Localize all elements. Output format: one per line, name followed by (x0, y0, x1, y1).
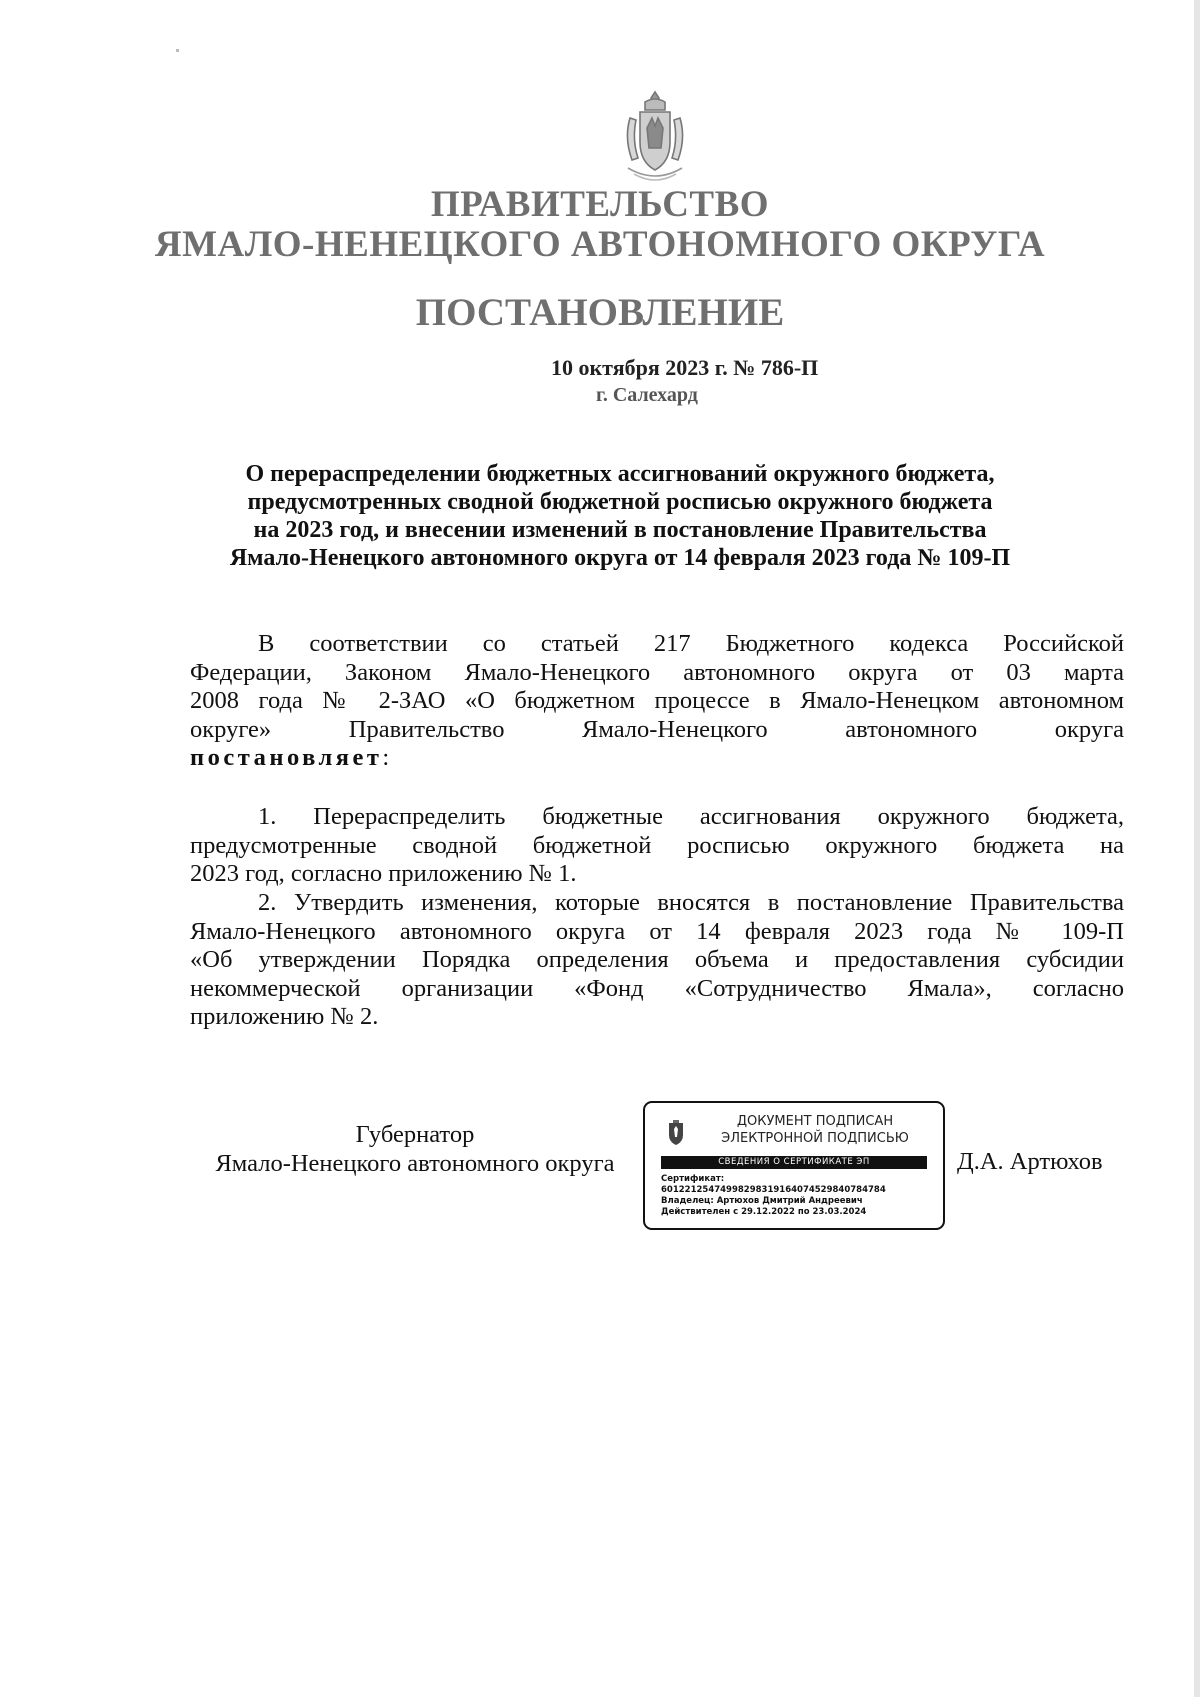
document-type: ПОСТАНОВЛЕНИЕ (415, 291, 785, 334)
paragraph-line: некоммерческой организации «Фонд «Сотрудничество Ямала», согласно (190, 974, 1124, 1002)
signatory-title-line1: Губернатор (355, 1121, 475, 1148)
certificate-info-bar: СВЕДЕНИЯ О СЕРТИФИКАТЕ ЭП (661, 1156, 927, 1169)
stamp-heading (695, 1113, 935, 1147)
certificate-label: Сертификат: (661, 1174, 725, 1184)
signatory-title (190, 1120, 640, 1178)
subject-line: предусмотренных сводной бюджетной росписью окружного бюджета (247, 489, 993, 515)
item-1-paragraph (190, 803, 1124, 889)
subject-line: на 2023 год, и внесении изменений в постановление Правительства (253, 517, 987, 543)
paragraph-line: Ямало-Ненецкого автономного округа от 14 февраля 2023 года № 109-П (190, 917, 1124, 945)
paragraph-line: 2008 года № 2-ЗАО «О бюджетном процессе в Ямало-Ненецком автономном (190, 687, 1124, 714)
resolves-line (190, 744, 1124, 773)
certificate-owner: Владелец: Артюхов Дмитрий Андреевич (661, 1196, 863, 1206)
signatory-name: Д.А. Артюхов (957, 1148, 1103, 1175)
paragraph-line: В соответствии со статьей 217 Бюджетного кодекса Российской (258, 630, 1124, 657)
government-name-line2: ЯМАЛО-НЕНЕЦКОГО АВТОНОМНОГО ОКРУГА (154, 224, 1046, 265)
coat-of-arms-icon (618, 88, 692, 186)
intro-paragraph (190, 630, 1124, 773)
government-name-line1: ПРАВИТЕЛЬСТВО (430, 184, 770, 225)
document-date-number: 10 октября 2023 г. № 786-П (551, 355, 819, 380)
paragraph-line: 2023 год, согласно приложению № 1. (190, 860, 577, 887)
signatory-title-line2: Ямало-Ненецкого автономного округа (215, 1150, 615, 1177)
paragraph-line: 2. Утвердить изменения, которые вносятся в постановление Правительства (258, 889, 1124, 916)
paragraph-line: Федерации, Законом Ямало-Ненецкого автономного округа от 03 марта (190, 658, 1124, 686)
scan-artifact (176, 49, 179, 52)
document-subject (190, 460, 1050, 572)
certificate-validity: Действителен с 29.12.2022 по 23.03.2024 (661, 1207, 867, 1217)
subject-line: О перераспределении бюджетных ассигнований окружного бюджета, (245, 461, 995, 487)
stamp-heading-line1: ДОКУМЕНТ ПОДПИСАН (736, 1114, 894, 1129)
paragraph-line: «Об утверждении Порядка определения объема и предоставления субсидии (190, 946, 1124, 973)
stamp-heading-line2: ЭЛЕКТРОННОЙ ПОДПИСЬЮ (721, 1131, 909, 1146)
certificate-number: 60122125474998298319164074529840784784 (661, 1185, 886, 1195)
document-city: г. Салехард (596, 384, 698, 406)
resolves-colon: : (382, 744, 390, 771)
subject-line: Ямало-Ненецкого автономного округа от 14 февраля 2023 года № 109-П (229, 545, 1011, 571)
coat-of-arms-icon (665, 1117, 687, 1147)
resolves-word: постановляет (190, 744, 383, 771)
certificate-details (661, 1174, 886, 1218)
paragraph-line: приложению № 2. (190, 1003, 379, 1030)
paragraph-line: предусмотренные сводной бюджетной росписью окружного бюджета на (190, 831, 1124, 859)
paragraph-line: 1. Перераспределить бюджетные ассигнования окружного бюджета, (258, 803, 1124, 830)
paragraph-line: округе» Правительство Ямало-Ненецкого автономного округа (190, 715, 1124, 743)
item-2-paragraph (190, 889, 1124, 1032)
electronic-signature-stamp (643, 1101, 945, 1230)
